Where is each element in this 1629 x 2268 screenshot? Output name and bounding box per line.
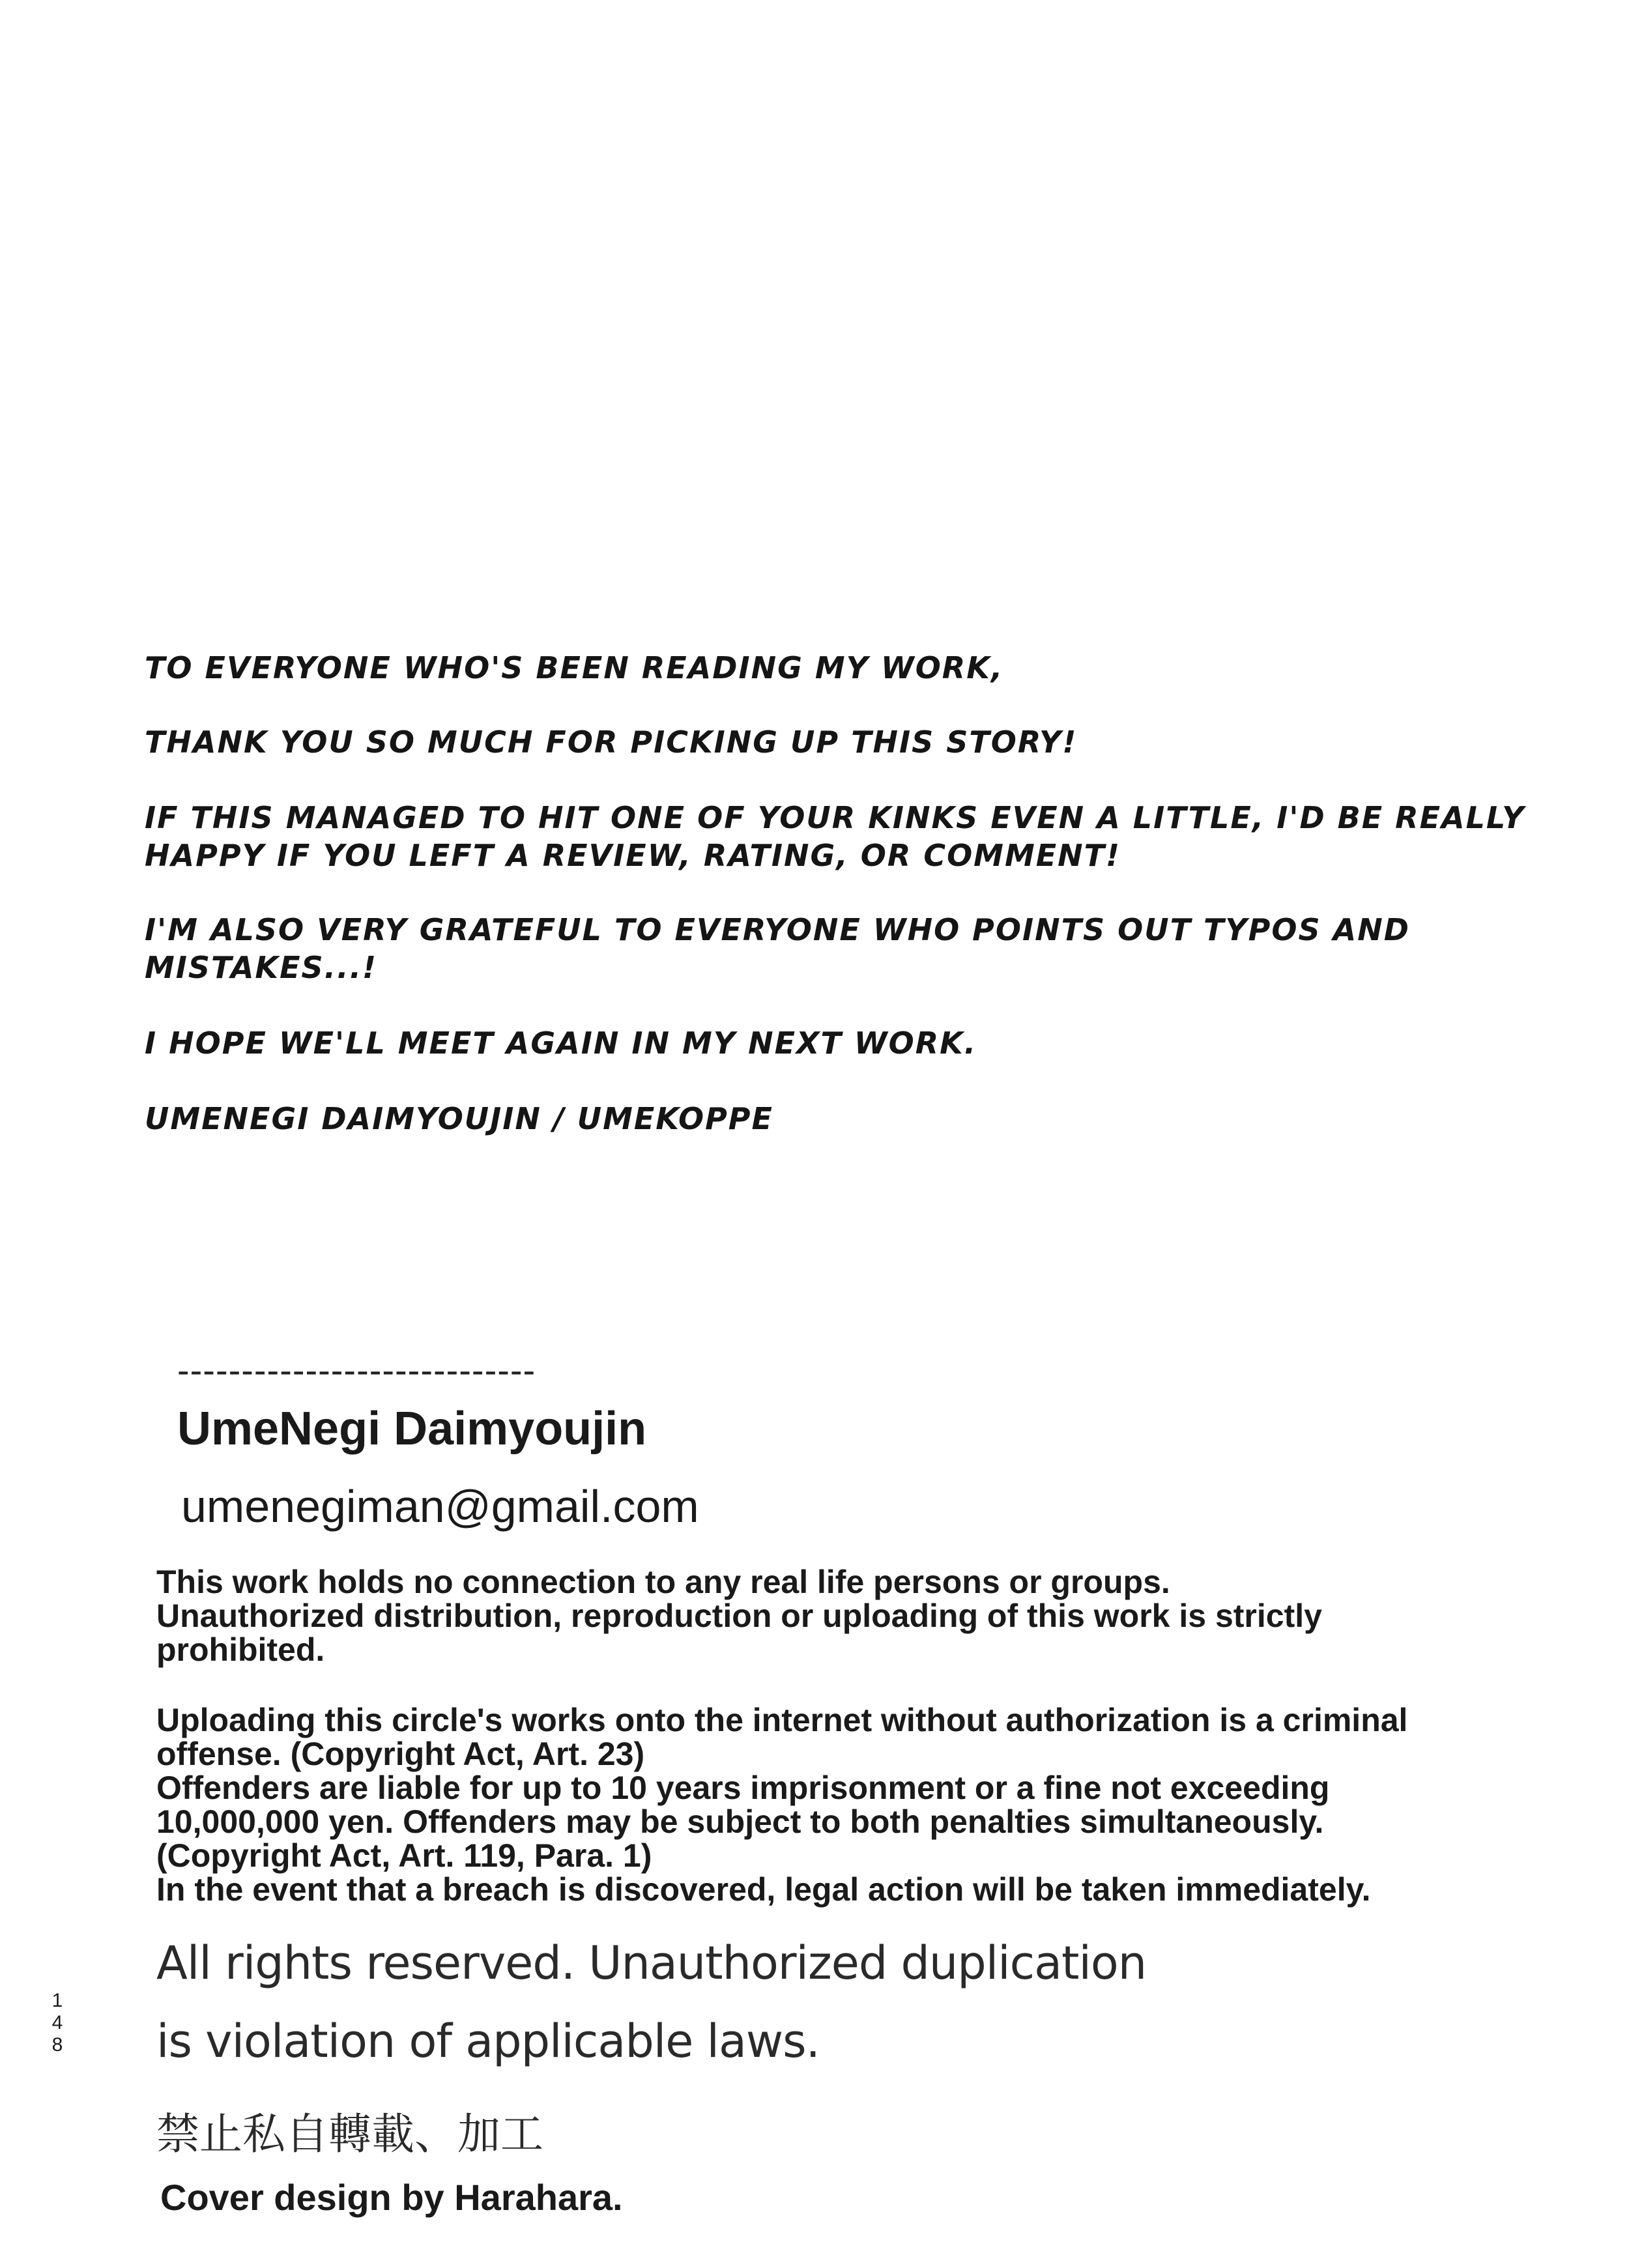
page-number-digit: 4 <box>51 2012 63 2033</box>
page-number-digit: 1 <box>51 1990 63 2011</box>
cover-credit: Cover design by Harahara. <box>160 2177 623 2218</box>
notice-line-1: This work holds no connection to any real life persons or groups. <box>156 1564 1170 1600</box>
afterword-greeting: TO EVERYONE WHO'S BEEN READING MY WORK, <box>145 650 1004 685</box>
afterword-request-line-1: IF THIS MANAGED TO HIT ONE OF YOUR KINKS EVEN A LITTLE, I'D BE REALLY <box>145 800 1525 835</box>
notice-line-3: prohibited. <box>156 1631 325 1668</box>
notice-line-9: In the event that a breach is discovered, legal action will be taken immediately. <box>156 1871 1371 1908</box>
notice-line-8: (Copyright Act, Art. 119, Para. 1) <box>156 1837 652 1874</box>
author-name: UmeNegi Daimyoujin <box>177 1403 647 1455</box>
afterword-thanks: THANK YOU SO MUCH FOR PICKING UP THIS STORY! <box>145 725 1078 760</box>
notice-line-7: 10,000,000 yen. Offenders may be subject to both penalties simultaneously. <box>156 1803 1324 1840</box>
page-number-digit: 8 <box>51 2034 63 2056</box>
author-email: umenegiman@gmail.com <box>181 1481 699 1532</box>
notice-line-4: Uploading this circle's works onto the internet without authorization is a criminal <box>156 1702 1408 1738</box>
afterword-request-line-2: HAPPY IF YOU LEFT A REVIEW, RATING, OR COMMENT! <box>145 838 1121 873</box>
contact-divider: ---------------------------- <box>177 1349 536 1390</box>
notice-line-5: offense. (Copyright Act, Art. 23) <box>156 1736 645 1772</box>
rights-cjk-notice: 禁止私自轉載、加工 <box>156 2109 543 2159</box>
notice-line-2: Unauthorized distribution, reproduction or uploading of this work is strictly <box>156 1598 1322 1634</box>
afterword-grateful-line-1: I'M ALSO VERY GRATEFUL TO EVERYONE WHO POINTS OUT TYPOS AND <box>145 912 1410 947</box>
rights-line-2: is violation of applicable laws. <box>156 2015 820 2068</box>
afterword-grateful-line-2: MISTAKES...! <box>145 950 378 985</box>
rights-line-1: All rights reserved. Unauthorized duplication <box>156 1936 1147 1990</box>
afterword-signature: UMENEGI DAIMYOUJIN / UMEKOPPE <box>145 1101 773 1136</box>
notice-line-6: Offenders are liable for up to 10 years imprisonment or a fine not exceeding <box>156 1770 1330 1806</box>
afterword-closing: I HOPE WE'LL MEET AGAIN IN MY NEXT WORK. <box>145 1026 977 1061</box>
page-number <box>50 1990 65 2056</box>
